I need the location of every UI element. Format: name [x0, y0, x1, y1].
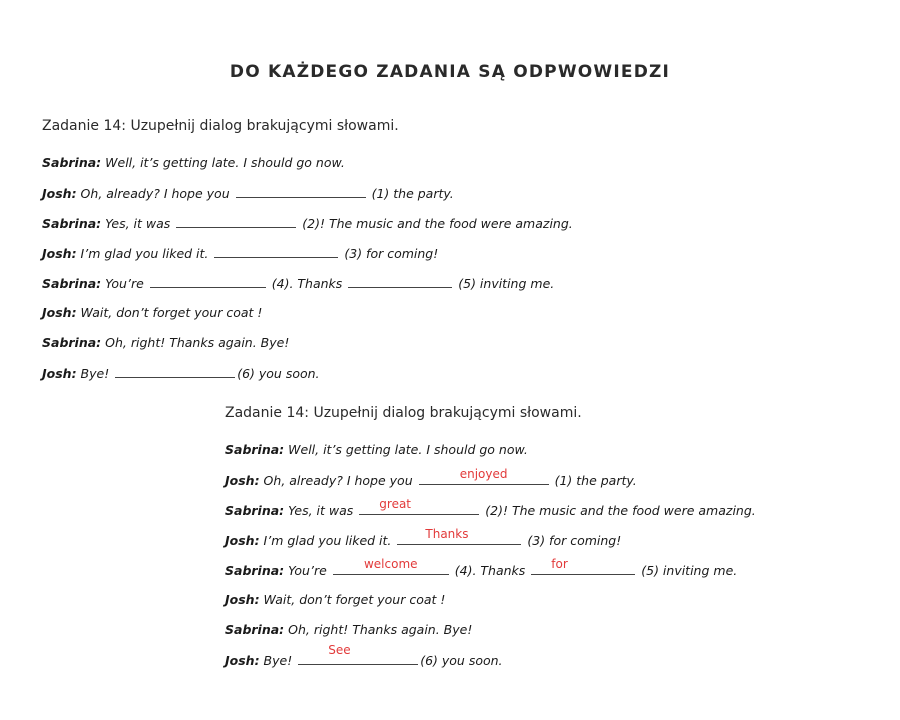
dialog-line — [42, 275, 573, 305]
blank-5[interactable] — [348, 275, 452, 288]
line-text: (5) inviting me. — [637, 563, 738, 578]
line-text: Oh, already? I hope you — [259, 473, 417, 488]
dialog-line — [225, 622, 756, 652]
dialog-line — [42, 155, 573, 185]
blank-1[interactable] — [236, 185, 366, 198]
line-text: Bye! — [259, 653, 297, 668]
speaker-name: Josh: — [42, 305, 77, 320]
speaker-name: Sabrina: — [225, 622, 285, 637]
dialog-line — [225, 592, 756, 622]
blank-5[interactable] — [531, 557, 635, 575]
answer-5: for — [551, 557, 568, 571]
line-text: (1) the party. — [367, 186, 454, 201]
line-text: I’m glad you liked it. — [76, 246, 213, 261]
blank-4[interactable] — [150, 275, 266, 288]
blank-6[interactable] — [298, 643, 418, 665]
dialog-line — [42, 305, 573, 335]
line-text: Bye! — [76, 366, 114, 381]
line-text: You’re — [284, 563, 331, 578]
dialog-line — [225, 643, 756, 682]
speaker-name: Josh: — [42, 366, 77, 381]
line-text: (1) the party. — [550, 473, 637, 488]
dialog-line — [42, 245, 573, 275]
dialog-line — [42, 215, 573, 245]
blank-1[interactable] — [419, 467, 549, 485]
speaker-name: Sabrina: — [225, 563, 285, 578]
blank-2[interactable] — [359, 497, 479, 515]
line-text: (3) for coming! — [340, 246, 439, 261]
line-text: (6) you soon. — [237, 366, 320, 381]
dialog-line — [225, 527, 756, 562]
line-text: Oh, right! Thanks again. Bye! — [101, 335, 290, 350]
speaker-name: Josh: — [225, 533, 260, 548]
blank-4[interactable] — [333, 557, 449, 575]
line-text: You’re — [101, 276, 148, 291]
line-text: Wait, don’t forget your coat ! — [259, 592, 446, 607]
speaker-name: Sabrina: — [42, 216, 102, 231]
speaker-name: Josh: — [225, 592, 260, 607]
line-text: (2)! The music and the food were amazing. — [481, 503, 756, 518]
line-text: Yes, it was — [101, 216, 175, 231]
speaker-name: Josh: — [42, 186, 77, 201]
line-text: (6) you soon. — [420, 653, 503, 668]
worksheet-answered — [225, 404, 756, 682]
speaker-name: Josh: — [225, 653, 260, 668]
line-text: Well, it’s getting late. I should go now. — [284, 442, 528, 457]
task-title: Zadanie 14: Uzupełnij dialog brakującymi słowami. — [225, 405, 582, 421]
line-text: (4). Thanks — [267, 276, 347, 291]
line-text: (3) for coming! — [523, 533, 622, 548]
dialog-line — [225, 557, 756, 592]
line-text: I’m glad you liked it. — [259, 533, 396, 548]
line-text: (4). Thanks — [450, 563, 530, 578]
speaker-name: Josh: — [42, 246, 77, 261]
line-text: (2)! The music and the food were amazing. — [298, 216, 573, 231]
speaker-name: Sabrina: — [42, 155, 102, 170]
answer-3: Thanks — [425, 527, 469, 541]
blank-6[interactable] — [115, 365, 235, 378]
line-text: Wait, don’t forget your coat ! — [76, 305, 263, 320]
speaker-name: Sabrina: — [225, 503, 285, 518]
answer-1: enjoyed — [459, 467, 508, 481]
answer-2: great — [379, 497, 412, 511]
worksheet-blank — [42, 117, 573, 395]
line-text: (5) inviting me. — [454, 276, 555, 291]
line-text: Yes, it was — [284, 503, 358, 518]
line-text: Well, it’s getting late. I should go now. — [101, 155, 345, 170]
line-text: Oh, right! Thanks again. Bye! — [284, 622, 473, 637]
line-text: Oh, already? I hope you — [76, 186, 234, 201]
blank-3[interactable] — [214, 245, 338, 258]
page-heading: DO KAŻDEGO ZADANIA SĄ ODPWOWIEDZI — [229, 62, 671, 82]
answer-4: welcome — [363, 557, 418, 571]
answer-6: See — [328, 643, 351, 657]
blank-3[interactable] — [397, 527, 521, 545]
task-title: Zadanie 14: Uzupełnij dialog brakującymi słowami. — [42, 118, 399, 134]
speaker-name: Josh: — [225, 473, 260, 488]
blank-2[interactable] — [176, 215, 296, 228]
speaker-name: Sabrina: — [225, 442, 285, 457]
speaker-name: Sabrina: — [42, 276, 102, 291]
speaker-name: Sabrina: — [42, 335, 102, 350]
dialog-line — [42, 365, 573, 395]
dialog-line — [42, 335, 573, 365]
dialog-line — [42, 185, 573, 215]
